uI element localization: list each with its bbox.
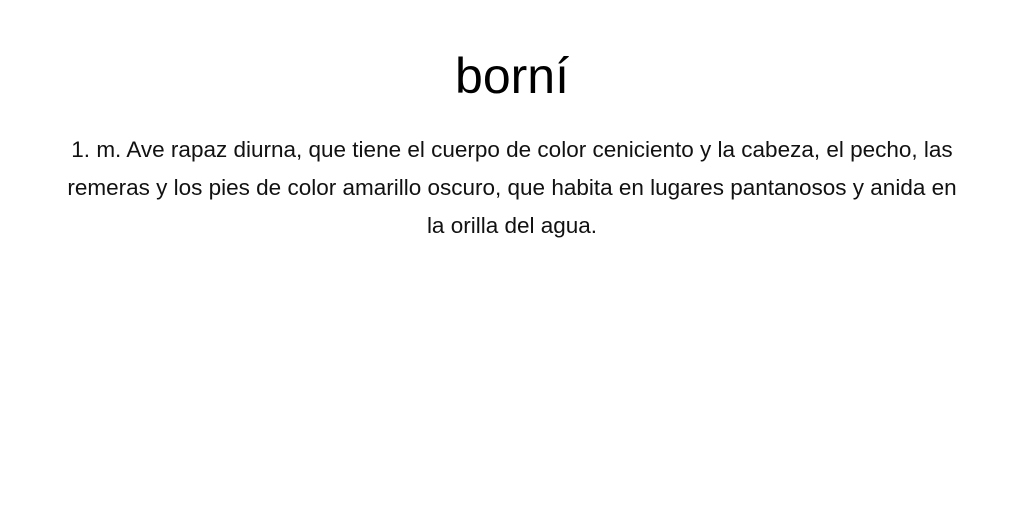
entry-headword: borní [455, 48, 569, 104]
entry-definition: 1. m. Ave rapaz diurna, que tiene el cuerpo de color ceniciento y la cabeza, el pecho, las remeras y los pies de color amarillo oscuro, que habita en lugares pantanosos y anida en la orilla del agua. [67, 137, 957, 238]
dictionary-entry [0, 0, 1024, 245]
